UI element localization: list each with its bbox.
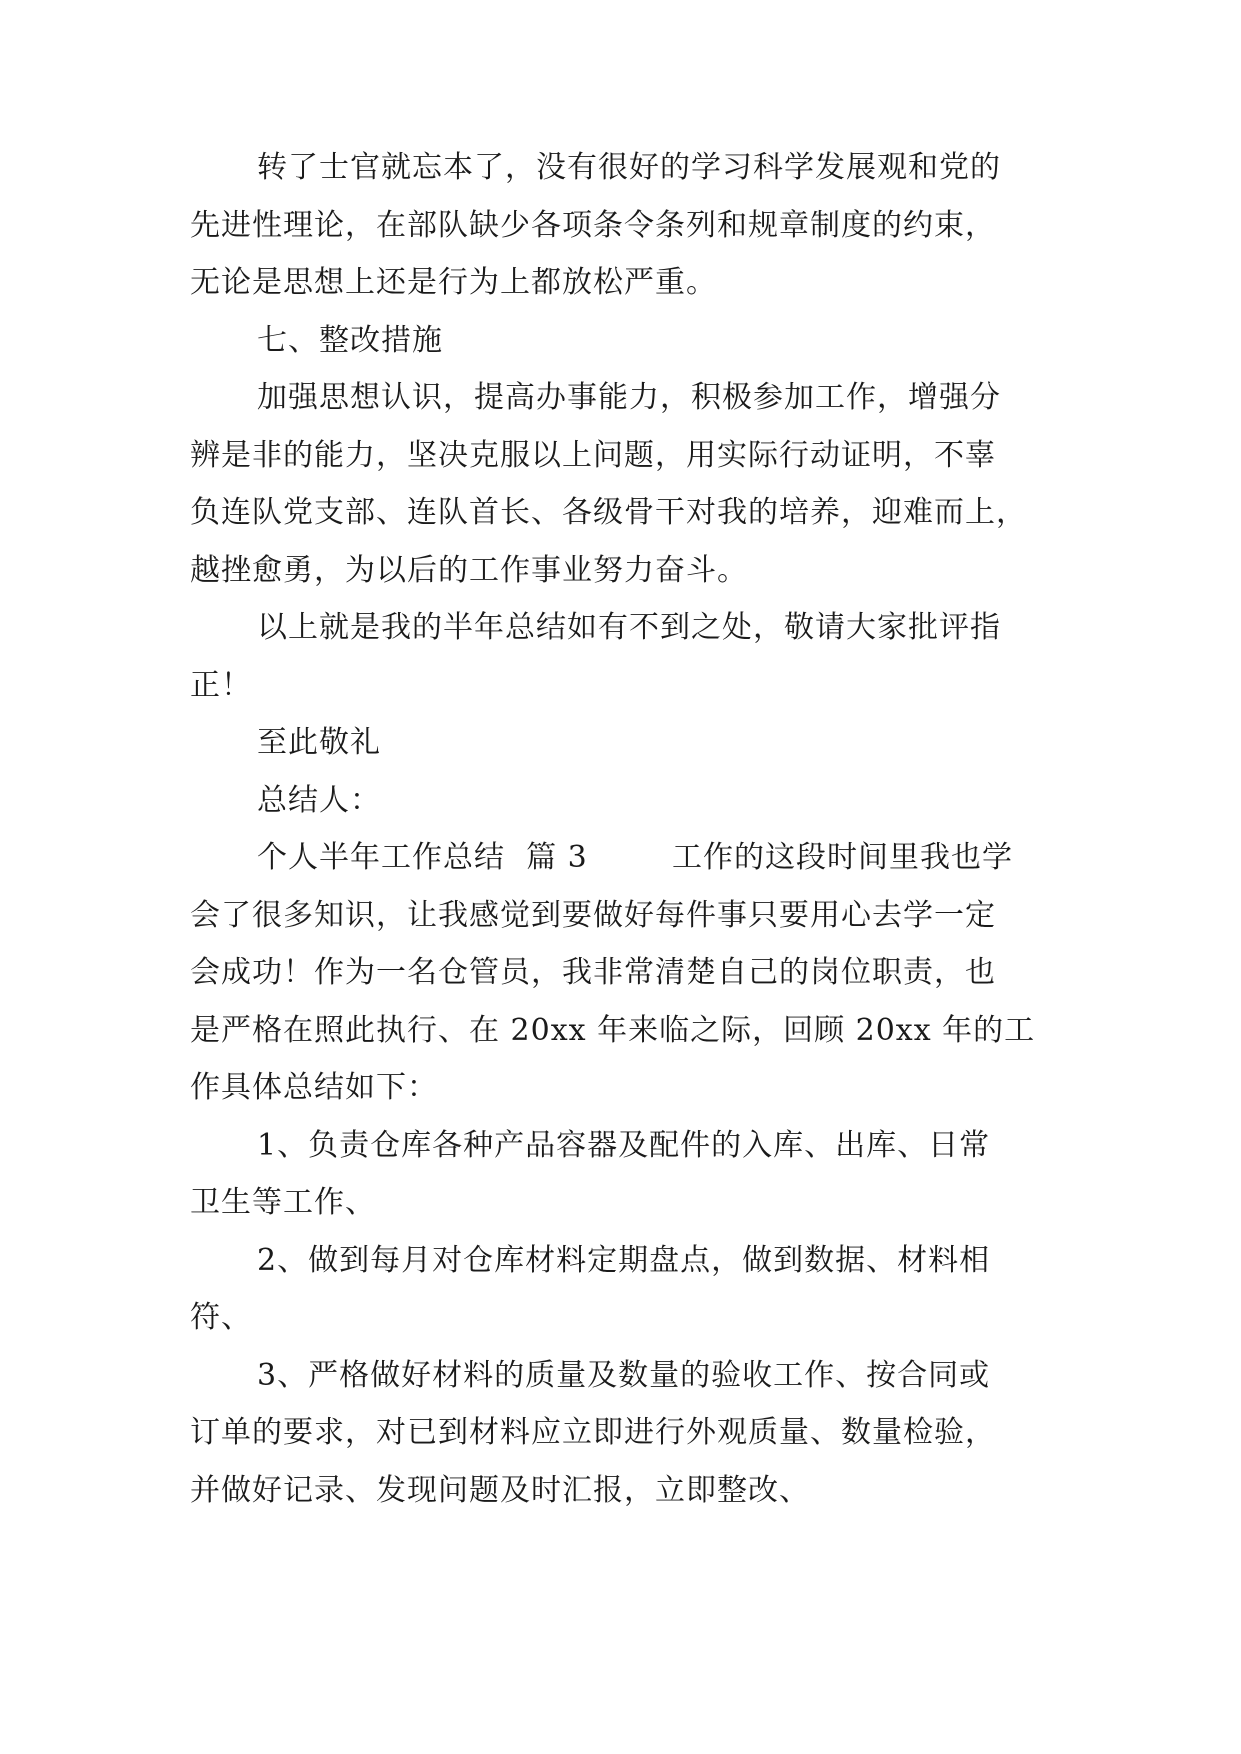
signature-line: 总结人： — [257, 783, 381, 818]
paragraph-line: 无论是思想上还是行为上都放松严重。 — [190, 265, 717, 300]
list-item-line: 符、 — [190, 1300, 252, 1335]
section-heading: 七、整改措施 — [257, 323, 443, 358]
list-item-line: 并做好记录、发现问题及时汇报，立即整改、 — [190, 1473, 810, 1508]
paragraph-line: 加强思想认识，提高办事能力，积极参加工作，增强分 — [257, 380, 1001, 415]
paragraph-line: 会了很多知识，让我感觉到要做好每件事只要用心去学一定 — [190, 898, 996, 933]
list-item-line: 2、做到每月对仓库材料定期盘点，做到数据、材料相 — [257, 1243, 991, 1278]
list-item-line: 订单的要求，对已到材料应立即进行外观质量、数量检验， — [190, 1415, 996, 1450]
list-item-line: 1、负责仓库各种产品容器及配件的入库、出库、日常 — [257, 1128, 991, 1163]
paragraph-line: 负连队党支部、连队首长、各级骨干对我的培养，迎难而上， — [190, 495, 1027, 530]
paragraph-line: 作具体总结如下： — [190, 1070, 438, 1105]
paragraph-line: 转了士官就忘本了，没有很好的学习科学发展观和党的 — [257, 150, 1001, 185]
section-title-line: 个人半年工作总结 篇 3 工作的这段时间里我也学 — [257, 840, 1013, 875]
closing-line: 至此敬礼 — [257, 725, 381, 760]
paragraph-line: 辨是非的能力，坚决克服以上问题，用实际行动证明，不辜 — [190, 438, 996, 473]
list-item-line: 卫生等工作、 — [190, 1185, 376, 1220]
paragraph-line: 会成功！作为一名仓管员，我非常清楚自己的岗位职责，也 — [190, 955, 996, 990]
list-item-line: 3、严格做好材料的质量及数量的验收工作、按合同或 — [257, 1358, 991, 1393]
paragraph-line: 以上就是我的半年总结如有不到之处，敬请大家批评指 — [257, 610, 1001, 645]
paragraph-line: 先进性理论，在部队缺少各项条令条列和规章制度的约束， — [190, 208, 996, 243]
paragraph-line: 越挫愈勇，为以后的工作事业努力奋斗。 — [190, 553, 748, 588]
paragraph-line: 正！ — [190, 668, 252, 703]
paragraph-line: 是严格在照此执行、在 20xx 年来临之际，回顾 20xx 年的工 — [190, 1013, 1036, 1048]
